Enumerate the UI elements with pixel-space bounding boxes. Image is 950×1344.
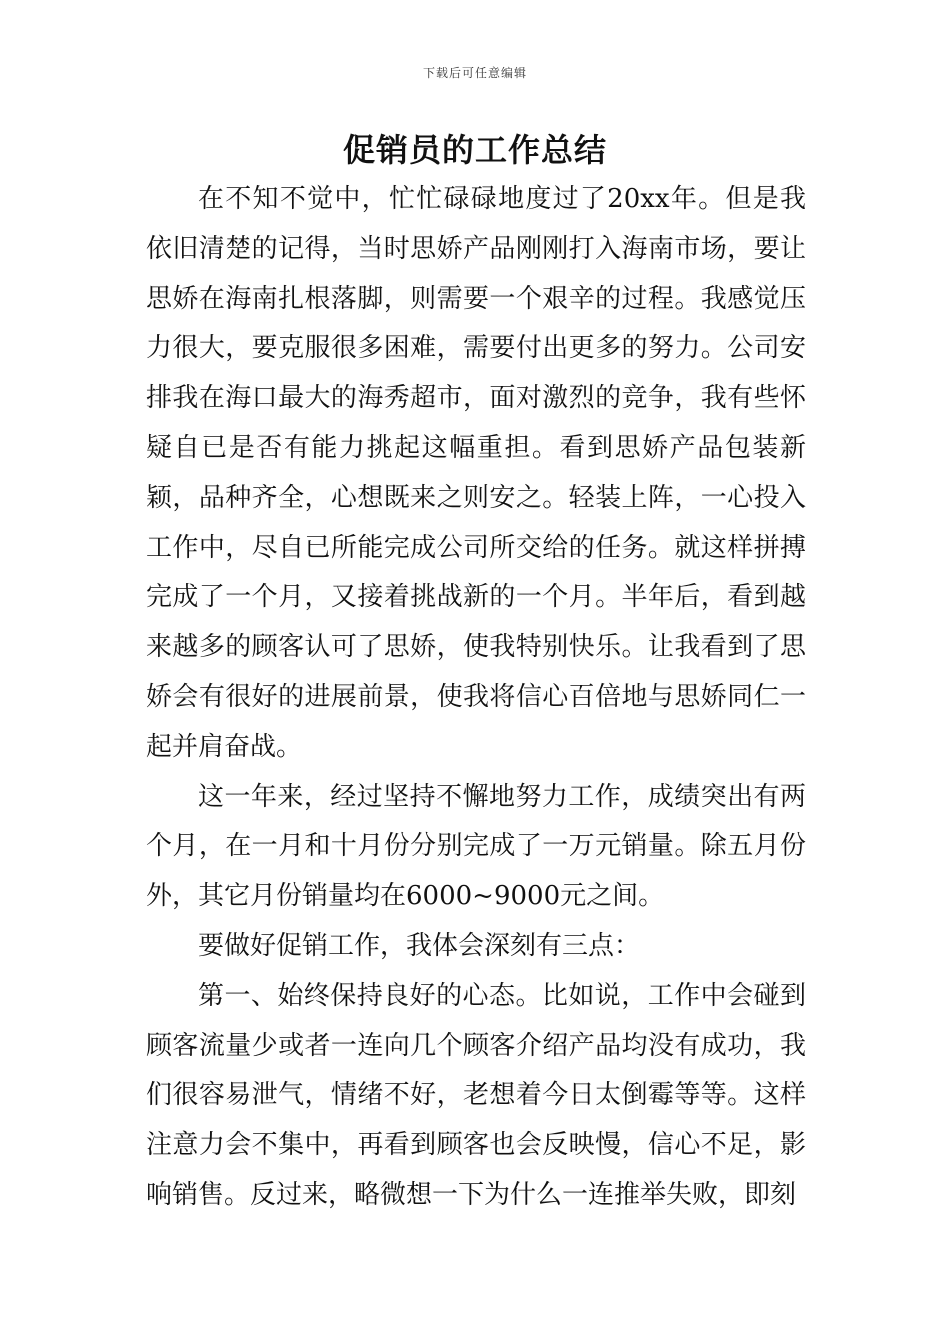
header-note: 下载后可任意编辑	[422, 66, 527, 80]
paragraph-4: 第一、始终保持良好的心态。比如说，工作中会碰到顾客流量少或者一连向几个顾客介绍产品均没有成功，我们很容易泄气，情绪不好，老想着今日太倒霉等等。这样注意力会不集中，再看到顾客也会反映慢，信心不足，影响销售。反过来，略微想一下为什么一连推举失败，即刻	[146, 980, 806, 1210]
paragraph-3: 要做好促销工作，我体会深刻有三点：	[198, 930, 641, 961]
paragraph-1: 在不知不觉中，忙忙碌碌地度过了20xx年。但是我依旧清楚的记得，当时思娇产品刚刚打入海南市场，要让思娇在海南扎根落脚，则需要一个艰辛的过程。我感觉压力很大，要克服很多困难，需要付出更多的努力。公司安排我在海口最大的海秀超市，面对激烈的竞争，我有些怀疑自已是否有能力挑起这幅重担。看到思娇产品包装新颖，品种齐全，心想既来之则安之。轻装上阵，一心投入工作中，尽自已所能完成公司所交给的任务。就这样拼搏完成了一个月，又接着挑战新的一个月。半年后，看到越来越多的顾客认可了思娇，使我特别快乐。让我看到了思娇会有很好的进展前景，使我将信心百倍地与思娇同仁一起并肩奋战。	[146, 184, 806, 762]
document-body	[146, 175, 806, 1221]
paragraph-2: 这一年来，经过坚持不懈地努力工作，成绩突出有两个月，在一月和十月份分别完成了一万元销量。除五月份外，其它月份销量均在6000~9000元之间。	[146, 781, 806, 912]
document-title: 促销员的工作总结	[342, 131, 607, 169]
